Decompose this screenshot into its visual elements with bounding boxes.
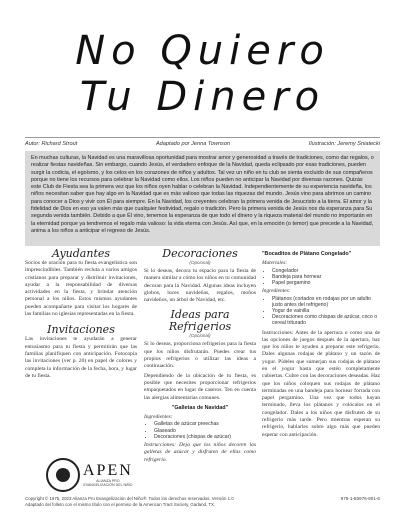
list-item: • Decoraciones como chispas de azúcar, coco o cereal triturado bbox=[272, 314, 380, 326]
invitaciones-text: Las invitaciones te ayudarán a generar entusiasmo para tu fiesta y permitirán que las familias planifiquen con anticipación. Fotocopia las invitaciones (ver p. 20) en papel de colores y completa la información de la fecha, hora, y lugar de tu fiesta. bbox=[25, 336, 137, 379]
list-item: • Decoraciones (chispas de azúcar) bbox=[154, 434, 256, 440]
list-item: • Papel pergamino bbox=[272, 280, 380, 286]
column-middle bbox=[144, 248, 256, 466]
copyright-line: Copyright © 1975, 2023 Alianza Pro Evangelización del Niño®. Todos los derechos reservados. Versión 1.0 bbox=[25, 496, 234, 501]
logo-name: APEN bbox=[83, 461, 133, 479]
adapter-credit: Adaptado por Jenna Townson bbox=[155, 141, 231, 147]
logo-line-1: ALIANZA PRO bbox=[96, 478, 120, 483]
galletas-title: "Galletas de Navidad" bbox=[171, 404, 229, 411]
logo-line-2: EVANGELIZACIÓN DEL NIÑO bbox=[83, 483, 133, 487]
author-credit: Autor: Richard Strout bbox=[25, 141, 78, 147]
materiales-label: Materiales: bbox=[262, 260, 288, 267]
galletas-ingredients-list bbox=[144, 421, 256, 440]
bocaditos-instructions: Instrucciones: Antes de la apertura o como una de las opciones de juegos después de la apertura, haz que los niños te ayuden a preparar este refrigerio. Dales algunas rodajas de plátano y un tazón de yogur. Pídeles que sumerjan sus rodajas de plátano en el yogur hasta que estén completamente cubiertas. Cubre con las decoraciones deseadas. Haz que los niños coloquen sus rodajas de plátano terminadas en una bandeja para hornear forrada con papel pergamino. Una vez que todos hayan terminado, lleva los plátanos y colócalos en el congelador. Dales a los niños que disfruten de su refrigerio más tarde. Pero mientras esperan su refrigerio, hablarles sobre algo más que pueden esperar con anticipación. bbox=[262, 329, 380, 438]
decoraciones-optional: (Opcional) bbox=[189, 260, 211, 265]
galletas-ingredients-label: Ingredientes: bbox=[144, 414, 173, 421]
refrigerios-text-1: Si lo deseas, proporciona refrigerios para la fiesta que los niños disfrutarán. Puedes crear tus propios refrigerios o utilizar las ideas a continuación. bbox=[144, 341, 256, 370]
materiales-list bbox=[262, 268, 380, 287]
illustrator-credit: Ilustración: Jeremy Sniatecki bbox=[308, 141, 380, 147]
list-item: • Congelador bbox=[272, 268, 380, 274]
ayudantes-heading: Ayudantes bbox=[51, 247, 111, 260]
list-item: • Plátanos (cortados en rodajas por un adulto justo antes del refrigerio) bbox=[272, 296, 380, 308]
apen-logo bbox=[46, 458, 133, 492]
bocaditos-ingredients-list bbox=[262, 296, 380, 327]
credits-bar bbox=[25, 137, 380, 150]
intro-box: En muchas culturas, la Navidad es una maravillosa oportunidad para mostrar amor y generosidad a través de tradiciones, como dar regalos, o realizar fiestas navideñas. Sin embargo, cuando Jesús, el verdadero enfoque de la Navidad, queda eclipsado por esas tradiciones, pueden surgir la codicia, el egoísmo, y los celos en los corazones de niños y adultos. Tal vez un niño en tu club se sienta excluido de sus compañeros porque no tiene los recursos para celebrar la Navidad como ellos. Los niños pueden no anticipar la Navidad por diversas razones. Quizás este Club de Fiesta sea la primera vez que los niños oyen hablar o celebran la Navidad. Independientemente de su experiencia navideña, los niños necesitan saber que hay algo en la Navidad que es más valioso que todas las riquezas del mundo. Jesús vino para abrirnos un camino para conocer a Dios y vivir con Él para siempre. En la Navidad, los creyentes celebran la primera venida de Jesucristo a la tierra. El amor y la fidelidad de Dios en eso ya valen más que cualquier festividad, regalo o tradición. Pero la primera venida de Jesús nos da esperanza para Su segunda venida también. Debido a que Él vino, tenemos la esperanza de que todo el dinero y la riqueza material del mundo no importarán en la eternidad porque ya tendremos el regalo más valioso: la vida eterna con Jesús. Así que, en la emoción (o temor) que precede a la Navidad, anima a los niños a anticipar el regreso de Jesús. bbox=[25, 151, 380, 246]
invitaciones-heading: Invitaciones bbox=[47, 323, 115, 337]
refrigerios-text-2: Dependiendo de la ubicación de tu fiesta, es posible que necesites proporcionar refrigerios empaquetados en lugar de caseros. Ten en cuenta las alergias alimentarias comunes. bbox=[144, 372, 256, 401]
isbn: 978-1-55976-801-6 bbox=[340, 496, 380, 501]
refrigerios-optional: (Opcional) bbox=[189, 333, 211, 339]
list-item: • Galletas de azúcar preechas bbox=[154, 421, 256, 427]
title-line-1: No Quiero bbox=[75, 28, 330, 74]
footer-copyright bbox=[25, 496, 380, 507]
list-item: • Glaseado bbox=[154, 428, 256, 434]
adaptation-line: Adaptado del folleto con el mismo título con el permiso de la American Tract Society, Garland, TX. bbox=[25, 501, 216, 507]
ayudantes-text: Socios de oración para tu fiesta evangelística son imprescindibles. También recluta a varios amigos cristianos para preparar y distribuir invitaciones, ayudar a la responsabilidad de diversas actividades en la fiesta, y brindar atención personal a los niños. Estos mismos ayudantes pueden acompañarte para visitar los hogares de las familias no iglesias representadas en la fiesta. bbox=[25, 260, 137, 318]
refrigerios-heading: Ideas para Refrigerios bbox=[168, 308, 232, 334]
column-left bbox=[25, 248, 137, 382]
galletas-instructions: Instrucciones: Deja que los niños decoren las galletas de azúcar y disfruten de ellas como refrigerio. bbox=[144, 442, 256, 463]
column-right bbox=[262, 248, 380, 441]
bocaditos-ingredients-label: Ingredientes: bbox=[262, 288, 291, 295]
decoraciones-text: Si lo deseas, decora tu espacio para la fiesta de manera similar a cómo los niños en tu comunidad decoran para la Navidad. Algunas ideas incluyen globos, luces navideñas, regalos, moños navideños, un árbol de Navidad, etc. bbox=[144, 268, 256, 304]
list-item: • Bandeja para hornear bbox=[272, 274, 380, 280]
title-line-2: Tu Dinero bbox=[79, 74, 326, 120]
globe-icon bbox=[46, 458, 80, 492]
decoraciones-heading: Decoraciones bbox=[162, 247, 238, 260]
bocaditos-title: "Bocaditos de Plátano Congelado" bbox=[262, 251, 352, 257]
list-item: • Yogur de vainilla bbox=[272, 308, 380, 314]
